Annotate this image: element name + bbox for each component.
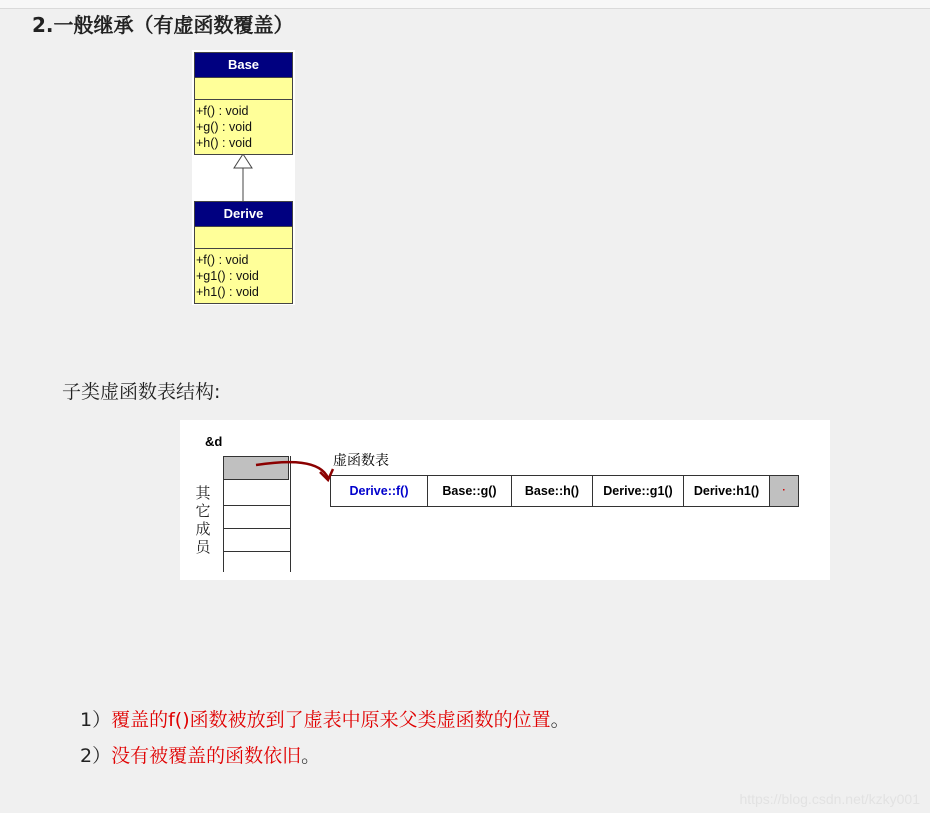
vtable-entry: Base::g() <box>428 476 512 506</box>
vtable-label: 虚函数表 <box>333 453 389 469</box>
object-label: &d <box>205 434 223 449</box>
class-derive-operations <box>195 249 292 303</box>
class-derive-op: +g1() : void <box>196 269 259 283</box>
note-text: 覆盖的f()函数被放到了虚表中原来父类虚函数的位置 <box>111 709 551 731</box>
note-text: 没有被覆盖的函数依旧 <box>111 745 302 767</box>
vtable-entry: Base::h() <box>512 476 593 506</box>
note-item <box>80 738 570 774</box>
page-heading: 2.一般继承（有虚函数覆盖） <box>32 13 294 37</box>
class-base-name: Base <box>195 53 292 78</box>
note-punct: 。 <box>550 709 570 731</box>
class-base-op: +h() : void <box>196 136 252 150</box>
class-derive-op: +h1() : void <box>196 285 259 299</box>
top-border <box>0 0 930 9</box>
section-title: 子类虚函数表结构: <box>62 381 221 403</box>
note-number: 1） <box>80 709 112 731</box>
class-derive <box>194 201 293 304</box>
note-item <box>80 702 570 738</box>
notes-list <box>80 702 570 774</box>
vtable-end-marker: · <box>770 476 799 506</box>
vtable-diagram <box>180 420 830 580</box>
class-derive-op: +f() : void <box>196 253 249 267</box>
vtable-entry: Derive::g1() <box>593 476 684 506</box>
class-derive-attributes <box>195 227 292 249</box>
class-base-op: +f() : void <box>196 104 249 118</box>
class-base-attributes <box>195 78 292 100</box>
vptr-arrow <box>180 420 830 580</box>
class-derive-name: Derive <box>195 202 292 227</box>
vtable-entry: Derive:h1() <box>684 476 770 506</box>
note-number: 2） <box>80 745 112 767</box>
members-label: 其它成员 <box>195 484 211 556</box>
vtable-entry: Derive::f() <box>331 476 428 506</box>
uml-class-diagram <box>192 50 295 305</box>
note-punct: 。 <box>301 745 321 767</box>
class-base <box>194 52 293 155</box>
watermark: https://blog.csdn.net/kzky001 <box>739 791 920 807</box>
class-base-operations <box>195 100 292 154</box>
class-base-op: +g() : void <box>196 120 252 134</box>
